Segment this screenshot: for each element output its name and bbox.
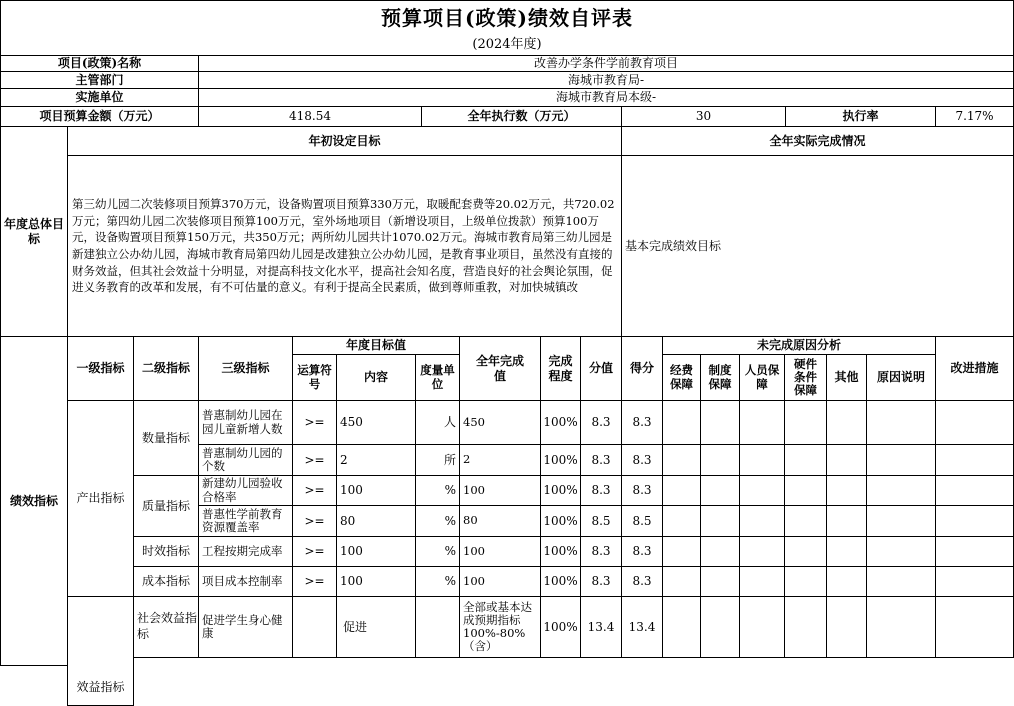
social-benefit-indicator-group: 社会效益指标 xyxy=(133,596,199,658)
staff-guarantee-cell xyxy=(739,475,785,506)
unit: 人 xyxy=(415,400,460,445)
improvement-cell xyxy=(935,566,1014,597)
operator: >= xyxy=(292,505,337,537)
got-score: 8.3 xyxy=(621,475,663,506)
reason-description-cell xyxy=(866,536,936,567)
unit: 所 xyxy=(415,444,460,476)
score: 8.3 xyxy=(580,566,622,597)
system-guarantee-cell xyxy=(700,400,740,445)
target-content: 100 xyxy=(336,536,416,567)
funding-guarantee-cell xyxy=(662,444,701,476)
got-score: 8.3 xyxy=(621,444,663,476)
performance-indicator-label: 绩效指标 xyxy=(0,336,68,666)
actual-value: 100 xyxy=(459,475,541,506)
actual-value: 80 xyxy=(459,505,541,537)
improvement-cell xyxy=(935,505,1014,537)
funding-guarantee-cell xyxy=(662,475,701,506)
completion-degree: 100% xyxy=(540,400,581,445)
score: 8.3 xyxy=(580,536,622,567)
hardware-guarantee-cell xyxy=(784,400,827,445)
unit: % xyxy=(415,536,460,567)
target-content: 促进 xyxy=(336,596,416,658)
reason-description-cell xyxy=(866,566,936,597)
time-indicator-group: 时效指标 xyxy=(133,536,199,567)
actual-completion-text: 基本完成绩效目标 xyxy=(621,155,1014,337)
funding-guarantee-cell xyxy=(662,566,701,597)
execution-rate-label: 执行率 xyxy=(785,106,936,127)
got-score: 8.3 xyxy=(621,400,663,445)
reason-description-header: 原因说明 xyxy=(866,354,936,401)
improvement-measures-header: 改进措施 xyxy=(935,336,1014,401)
execution-rate-value: 7.17% xyxy=(935,106,1014,127)
got-score: 13.4 xyxy=(621,596,663,658)
got-score: 8.3 xyxy=(621,536,663,567)
staff-guarantee-header: 人员保障 xyxy=(739,354,785,401)
operator: >= xyxy=(292,400,337,445)
department-label: 主管部门 xyxy=(0,71,199,89)
got-score: 8.3 xyxy=(621,566,663,597)
target-content: 450 xyxy=(336,400,416,445)
quantity-indicator-group: 数量指标 xyxy=(133,400,199,476)
score: 8.3 xyxy=(580,475,622,506)
actual-value: 450 xyxy=(459,400,541,445)
got-score: 8.5 xyxy=(621,505,663,537)
improvement-cell xyxy=(935,475,1014,506)
completion-degree: 100% xyxy=(540,505,581,537)
project-name-value: 改善办学条件学前教育项目 xyxy=(198,55,1014,72)
score: 13.4 xyxy=(580,596,622,658)
system-guarantee-cell xyxy=(700,475,740,506)
output-indicator-group: 产出指标 xyxy=(67,400,134,597)
executed-label: 全年执行数（万元） xyxy=(421,106,622,127)
level2-header: 二级指标 xyxy=(133,336,199,401)
staff-guarantee-cell xyxy=(739,400,785,445)
department-value: 海城市教育局- xyxy=(198,71,1014,89)
reason-description-cell xyxy=(866,444,936,476)
degree-header: 完成程度 xyxy=(540,336,581,401)
improvement-cell xyxy=(935,444,1014,476)
system-guarantee-cell xyxy=(700,444,740,476)
annual-actual-header: 全年完成值 xyxy=(459,336,541,401)
got-score-header: 得分 xyxy=(621,336,663,401)
hardware-guarantee-cell xyxy=(784,475,827,506)
staff-guarantee-cell xyxy=(739,444,785,476)
level3-name: 普惠制幼儿园的个数 xyxy=(198,444,293,476)
funding-guarantee-header: 经费保障 xyxy=(662,354,701,401)
score: 8.3 xyxy=(580,400,622,445)
improvement-cell xyxy=(935,596,1014,658)
budget-value: 418.54 xyxy=(198,106,422,127)
system-guarantee-header: 制度保障 xyxy=(700,354,740,401)
annual-goal-label: 年度总体目标 xyxy=(0,126,68,337)
actual-value: 全部或基本达成预期指标100%-80%（含） xyxy=(459,596,541,658)
other-header: 其他 xyxy=(826,354,867,401)
score-header: 分值 xyxy=(580,336,622,401)
project-name-label: 项目(政策)名称 xyxy=(0,55,199,72)
target-content: 80 xyxy=(336,505,416,537)
level3-name: 普惠制幼儿园在园儿童新增人数 xyxy=(198,400,293,445)
staff-guarantee-cell xyxy=(739,536,785,567)
system-guarantee-cell xyxy=(700,505,740,537)
score: 8.3 xyxy=(580,444,622,476)
operator: >= xyxy=(292,536,337,567)
funding-guarantee-cell xyxy=(662,400,701,445)
reason-description-cell xyxy=(866,505,936,537)
level3-name: 促进学生身心健康 xyxy=(198,596,293,658)
operator: >= xyxy=(292,475,337,506)
actual-completion-header: 全年实际完成情况 xyxy=(621,126,1014,156)
form-title: 预算项目(政策)绩效自评表 xyxy=(0,0,1014,36)
form-year: (2024年度) xyxy=(0,36,1014,54)
funding-guarantee-cell xyxy=(662,596,701,658)
funding-guarantee-cell xyxy=(662,505,701,537)
other-cell xyxy=(826,444,867,476)
hardware-guarantee-cell xyxy=(784,444,827,476)
unit: % xyxy=(415,475,460,506)
funding-guarantee-cell xyxy=(662,536,701,567)
other-cell xyxy=(826,536,867,567)
reason-analysis-group-header: 未完成原因分析 xyxy=(662,336,936,355)
target-content: 2 xyxy=(336,444,416,476)
other-cell xyxy=(826,566,867,597)
hardware-guarantee-header: 硬件条件保障 xyxy=(784,354,827,401)
improvement-cell xyxy=(935,536,1014,567)
operator xyxy=(292,596,337,658)
benefit-indicator-group: 效益指标 xyxy=(67,596,134,706)
budget-label: 项目预算金额（万元） xyxy=(0,106,199,127)
operator-header: 运算符号 xyxy=(292,354,337,401)
unit: % xyxy=(415,505,460,537)
implementer-value: 海城市教育局本级- xyxy=(198,88,1014,107)
system-guarantee-cell xyxy=(700,596,740,658)
score: 8.5 xyxy=(580,505,622,537)
other-cell xyxy=(826,596,867,658)
reason-description-cell xyxy=(866,596,936,658)
unit: % xyxy=(415,566,460,597)
reason-description-cell xyxy=(866,400,936,445)
actual-value: 100 xyxy=(459,536,541,567)
completion-degree: 100% xyxy=(540,536,581,567)
level3-name: 项目成本控制率 xyxy=(198,566,293,597)
operator: >= xyxy=(292,566,337,597)
set-goal-text: 第三幼儿园二次装修项目预算370万元，设备购置项目预算330万元，取暖配套费等20.02万元，共720.02万元；第四幼儿园二次装修项目预算100万元，室外场地项目（新增设项目，上级单位拨款）预算100万元，设备购置项目预算150万元，共350万元；两所幼儿园共计1070.02万元。海城市教育局第三幼儿园是新建独立公办幼儿园，海城市教育局第四幼儿园是改建独立公办幼儿园，是教育事业项目，虽然没有直接的财务效益，但其社会效益十分明显，对提高科技文化水平，提高社会知名度，营造良好的社会舆论氛围，促进义务教育的改革和发展，有不可估量的意义。有利于提高全民素质，做到尊师重教，对加快城镇改 xyxy=(67,155,622,337)
quality-indicator-group: 质量指标 xyxy=(133,475,199,537)
target-value-group-header: 年度目标值 xyxy=(292,336,460,355)
unit-header: 度量单位 xyxy=(415,354,460,401)
actual-value: 2 xyxy=(459,444,541,476)
actual-value: 100 xyxy=(459,566,541,597)
reason-description-cell xyxy=(866,475,936,506)
staff-guarantee-cell xyxy=(739,505,785,537)
other-cell xyxy=(826,505,867,537)
completion-degree: 100% xyxy=(540,444,581,476)
hardware-guarantee-cell xyxy=(784,536,827,567)
other-cell xyxy=(826,400,867,445)
level3-header: 三级指标 xyxy=(198,336,293,401)
completion-degree: 100% xyxy=(540,566,581,597)
improvement-cell xyxy=(935,400,1014,445)
target-content: 100 xyxy=(336,566,416,597)
staff-guarantee-cell xyxy=(739,596,785,658)
unit xyxy=(415,596,460,658)
level3-name: 新建幼儿园验收合格率 xyxy=(198,475,293,506)
staff-guarantee-cell xyxy=(739,566,785,597)
completion-degree: 100% xyxy=(540,596,581,658)
level3-name: 普惠性学前教育资源覆盖率 xyxy=(198,505,293,537)
executed-value: 30 xyxy=(621,106,786,127)
content-header: 内容 xyxy=(336,354,416,401)
hardware-guarantee-cell xyxy=(784,596,827,658)
implementer-label: 实施单位 xyxy=(0,88,199,107)
hardware-guarantee-cell xyxy=(784,505,827,537)
hardware-guarantee-cell xyxy=(784,566,827,597)
target-content: 100 xyxy=(336,475,416,506)
level3-name: 工程按期完成率 xyxy=(198,536,293,567)
title-frame xyxy=(0,0,1014,56)
level1-header: 一级指标 xyxy=(67,336,134,401)
system-guarantee-cell xyxy=(700,536,740,567)
set-goal-header: 年初设定目标 xyxy=(67,126,622,156)
other-cell xyxy=(826,475,867,506)
operator: >= xyxy=(292,444,337,476)
cost-indicator-group: 成本指标 xyxy=(133,566,199,597)
system-guarantee-cell xyxy=(700,566,740,597)
completion-degree: 100% xyxy=(540,475,581,506)
